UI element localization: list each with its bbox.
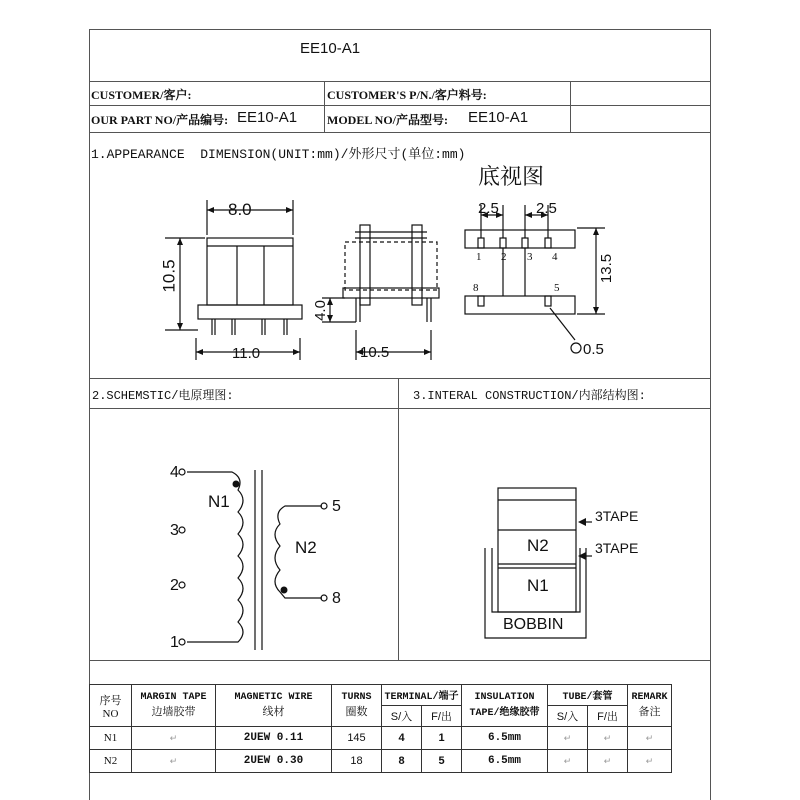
row-remark: ↵ xyxy=(628,750,672,773)
col-no: 序号 NO xyxy=(90,685,132,727)
tape-label-2: 3TAPE xyxy=(595,540,639,556)
sch-pin-3: 3 xyxy=(170,522,179,539)
sch-pin-2: 2 xyxy=(170,577,179,594)
construction-heading: 3.INTERAL CONSTRUCTION/内部结构图: xyxy=(413,389,646,403)
row-remark: ↵ xyxy=(628,727,672,750)
row-tube-f: ↵ xyxy=(588,727,628,750)
dim-height: 10.5 xyxy=(159,259,179,293)
sch-pin-1: 1 xyxy=(170,634,179,651)
pin-label-2: 2 xyxy=(501,251,507,263)
dim-pitch-1: 2.5 xyxy=(478,200,499,217)
row-tape: 6.5mm xyxy=(462,727,548,750)
dim-width: 8.0 xyxy=(228,200,252,219)
customer-label: CUSTOMER/客户: xyxy=(91,88,192,102)
row-tape: 6.5mm xyxy=(462,750,548,773)
model-label: MODEL NO/产品型号: xyxy=(327,113,449,127)
row-margin: ↵ xyxy=(132,750,216,773)
pin-label-5: 5 xyxy=(554,282,560,294)
table-row xyxy=(90,750,672,773)
winding-table xyxy=(89,684,672,773)
sch-secondary-label: N2 xyxy=(295,538,317,557)
row-no: N1 xyxy=(90,727,132,750)
col-term-f: F/出 xyxy=(422,706,462,727)
row-turns: 145 xyxy=(332,727,382,750)
row-no: N2 xyxy=(90,750,132,773)
row-wire: 2UEW 0.11 xyxy=(216,727,332,750)
sch-pin-5: 5 xyxy=(332,498,341,515)
sch-pin-8: 8 xyxy=(332,590,341,607)
col-wire: MAGNETIC WIRE 线材 xyxy=(216,685,332,727)
our-part-value: EE10-A1 xyxy=(237,109,298,126)
customer-pn-label: CUSTOMER'S P/N./客户料号: xyxy=(327,88,487,102)
dim-base: 11.0 xyxy=(232,345,261,362)
col-term-s: S/入 xyxy=(382,706,422,727)
dim-depth: 13.5 xyxy=(598,253,616,284)
tape-label-1: 3TAPE xyxy=(595,508,639,524)
row-term-f: 1 xyxy=(422,727,462,750)
row-term-f: 5 xyxy=(422,750,462,773)
appearance-heading: 1.APPEARANCE DIMENSION(UNIT:mm)/外形尺寸(单位:mm) xyxy=(91,147,466,162)
col-margin: MARGIN TAPE 边墙胶带 xyxy=(132,685,216,727)
sch-pin-4: 4 xyxy=(170,464,179,481)
col-turns: TURNS 圈数 xyxy=(332,685,382,727)
bottom-view-label: 底视图 xyxy=(478,164,545,189)
col-tube: TUBE/套管 xyxy=(548,685,628,706)
schematic-heading: 2.SCHEMSTIC/电原理图: xyxy=(92,389,234,403)
pin-label-4: 4 xyxy=(552,251,558,263)
row-wire: 2UEW 0.30 xyxy=(216,750,332,773)
bobbin-label: BOBBIN xyxy=(503,616,564,633)
row-tube-f: ↵ xyxy=(588,750,628,773)
col-remark: REMARK 备注 xyxy=(628,685,672,727)
our-part-label: OUR PART NO/产品编号: xyxy=(91,113,229,127)
row-turns: 18 xyxy=(332,750,382,773)
dim-pitch-2: 2.5 xyxy=(536,200,557,217)
dim-side: 10.5 xyxy=(360,344,390,361)
col-tube-s: S/入 xyxy=(548,706,588,727)
row-margin: ↵ xyxy=(132,727,216,750)
row-term-s: 4 xyxy=(382,727,422,750)
row-term-s: 8 xyxy=(382,750,422,773)
dim-pin-diameter: 0.5 xyxy=(583,341,604,358)
document-title: EE10-A1 xyxy=(300,40,361,57)
col-insulation: INSULATION TAPE/绝缘胶带 xyxy=(462,685,548,727)
model-value: EE10-A1 xyxy=(468,109,529,126)
pin-label-1: 1 xyxy=(476,251,482,263)
layer-n2: N2 xyxy=(527,536,549,555)
pin-label-8: 8 xyxy=(473,282,479,294)
sch-primary-label: N1 xyxy=(208,492,230,511)
dim-pin-length: 4.0 xyxy=(311,300,329,321)
row-tube-s: ↵ xyxy=(548,727,588,750)
pin-label-3: 3 xyxy=(527,251,533,263)
layer-n1: N1 xyxy=(527,576,549,595)
col-terminal: TERMINAL/端子 xyxy=(382,685,462,706)
row-tube-s: ↵ xyxy=(548,750,588,773)
table-row xyxy=(90,727,672,750)
col-tube-f: F/出 xyxy=(588,706,628,727)
